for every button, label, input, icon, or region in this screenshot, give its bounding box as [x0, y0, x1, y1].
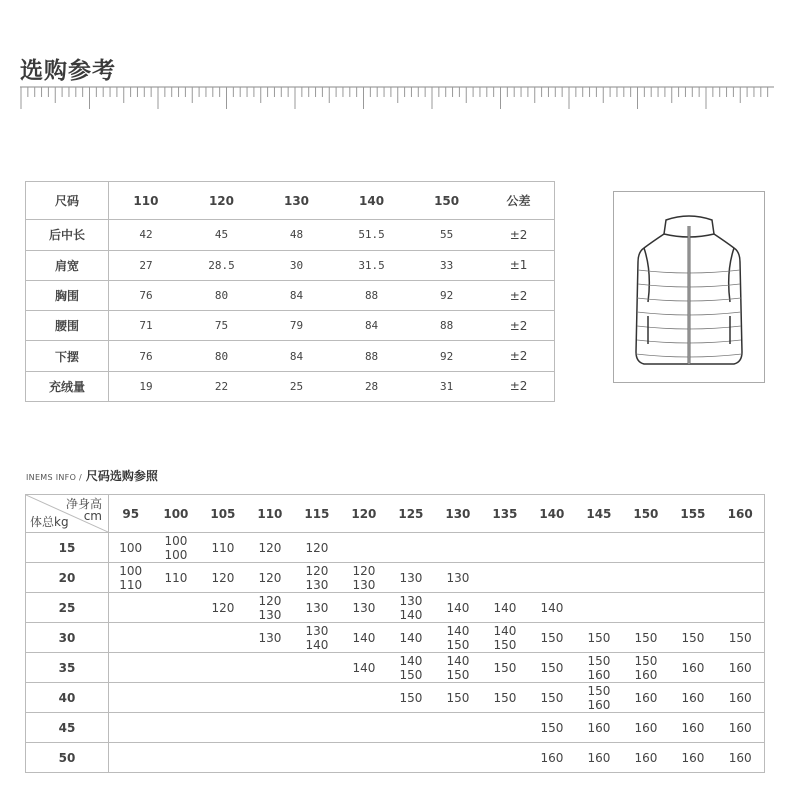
rec-cell — [575, 743, 622, 773]
rec-cell — [622, 533, 669, 563]
spec-cell: 88 — [333, 341, 410, 371]
rec-cell-size: 150 — [493, 690, 517, 705]
rec-cell — [387, 533, 434, 563]
rec-cell — [622, 713, 669, 743]
rec-cell-size: 140 — [493, 600, 517, 615]
rec-cell — [340, 653, 387, 683]
rec-cell — [481, 563, 528, 593]
rec-cell — [622, 683, 669, 713]
rec-row — [26, 593, 765, 623]
spec-row — [26, 341, 555, 371]
rec-cell — [481, 623, 528, 653]
rec-cell-size: 130 — [305, 577, 329, 592]
rec-weight-label: 20 — [26, 563, 109, 593]
rec-height-header: 150 — [622, 495, 669, 533]
rec-height-header: 105 — [199, 495, 246, 533]
rec-cell-size: 130 — [446, 570, 470, 585]
size-recommendation-table — [25, 494, 765, 773]
spec-cell: 92 — [410, 280, 483, 310]
rec-cell-size: 140 — [399, 653, 423, 668]
rec-cell-size: 160 — [587, 720, 611, 735]
rec-cell — [716, 533, 764, 563]
rec-cell-size: 160 — [728, 720, 752, 735]
rec-cell-size: 140 — [493, 623, 517, 638]
rec-row — [26, 713, 765, 743]
spec-tolerance: ±2 — [483, 371, 554, 401]
spec-header-cell: 公差 — [483, 182, 554, 220]
rec-cell-size: 120 — [352, 563, 376, 578]
rec-height-header: 160 — [716, 495, 764, 533]
rec-cell-size: 100 — [119, 540, 143, 555]
rec-cell-size: 130 — [352, 577, 376, 592]
spec-cell: 19 — [109, 371, 183, 401]
rec-cell — [293, 713, 340, 743]
rec-cell — [246, 563, 293, 593]
spec-cell: 42 — [109, 220, 183, 250]
rec-cell — [152, 683, 199, 713]
spec-cell: 25 — [260, 371, 333, 401]
rec-cell-size: 110 — [211, 540, 235, 555]
vest-illustration — [613, 191, 765, 383]
spec-header-cell: 120 — [183, 182, 260, 220]
vest-icon — [614, 192, 764, 382]
rec-corner-weight: 体总kg — [30, 515, 69, 529]
rec-cell-size: 160 — [728, 660, 752, 675]
rec-cell-size: 140 — [399, 630, 423, 645]
rec-cell — [716, 563, 764, 593]
spec-cell: 22 — [183, 371, 260, 401]
rec-cell — [575, 623, 622, 653]
rec-cell — [152, 743, 199, 773]
rec-cell — [293, 683, 340, 713]
rec-weight-label: 35 — [26, 653, 109, 683]
rec-cell-size: 160 — [634, 690, 658, 705]
rec-cell-size: 120 — [211, 570, 235, 585]
rec-cell — [669, 713, 716, 743]
rec-cell — [152, 623, 199, 653]
rec-cell-size: 150 — [587, 630, 611, 645]
rec-cell — [199, 683, 246, 713]
spec-row-label: 胸围 — [26, 280, 109, 310]
rec-row — [26, 653, 765, 683]
rec-cell — [481, 683, 528, 713]
rec-cell-size: 110 — [164, 570, 188, 585]
rec-cell-size: 160 — [587, 697, 611, 712]
rec-cell — [109, 563, 153, 593]
spec-header-cell: 140 — [333, 182, 410, 220]
rec-cell — [109, 593, 153, 623]
rec-cell — [246, 683, 293, 713]
rec-cell — [246, 713, 293, 743]
rec-cell — [528, 683, 575, 713]
rec-cell — [340, 683, 387, 713]
rec-cell — [109, 743, 153, 773]
rec-row — [26, 563, 765, 593]
rec-weight-label: 15 — [26, 533, 109, 563]
rec-corner-height — [66, 498, 102, 522]
rec-cell — [481, 533, 528, 563]
spec-row-label: 充绒量 — [26, 371, 109, 401]
rec-cell — [199, 593, 246, 623]
rec-height-header: 95 — [109, 495, 153, 533]
rec-cell — [622, 653, 669, 683]
rec-cell — [387, 623, 434, 653]
rec-cell — [340, 743, 387, 773]
rec-cell — [575, 593, 622, 623]
ruler-decoration — [20, 86, 774, 112]
spec-row-label: 腰围 — [26, 311, 109, 341]
rec-cell-size: 160 — [728, 690, 752, 705]
rec-cell-size: 140 — [540, 600, 564, 615]
rec-weight-label: 45 — [26, 713, 109, 743]
spec-cell: 92 — [410, 341, 483, 371]
rec-weight-label: 50 — [26, 743, 109, 773]
rec-cell — [434, 713, 481, 743]
rec-cell-size: 150 — [446, 690, 470, 705]
rec-cell-size: 160 — [681, 660, 705, 675]
rec-cell-size: 150 — [493, 637, 517, 652]
rec-cell-size: 140 — [305, 637, 329, 652]
rec-cell — [528, 743, 575, 773]
rec-cell-size: 120 — [305, 540, 329, 555]
rec-row — [26, 683, 765, 713]
rec-cell — [434, 623, 481, 653]
rec-row — [26, 743, 765, 773]
section-subtitle-small: INEMS INFO / — [26, 473, 83, 482]
rec-height-header: 125 — [387, 495, 434, 533]
rec-cell-size: 160 — [681, 690, 705, 705]
spec-cell: 71 — [109, 311, 183, 341]
rec-cell — [575, 563, 622, 593]
rec-cell-size: 150 — [446, 637, 470, 652]
rec-cell-size: 130 — [258, 607, 282, 622]
rec-cell-size: 120 — [258, 570, 282, 585]
rec-cell-size: 130 — [399, 570, 423, 585]
rec-cell — [152, 563, 199, 593]
spec-cell: 31 — [410, 371, 483, 401]
rec-cell-size: 120 — [211, 600, 235, 615]
rec-cell — [669, 593, 716, 623]
rec-height-header: 110 — [246, 495, 293, 533]
rec-cell — [246, 623, 293, 653]
spec-cell: 31.5 — [333, 250, 410, 280]
spec-row — [26, 311, 555, 341]
rec-cell — [716, 683, 764, 713]
rec-height-header: 130 — [434, 495, 481, 533]
spec-row-label: 下摆 — [26, 341, 109, 371]
rec-height-header: 135 — [481, 495, 528, 533]
rec-cell-size: 140 — [446, 623, 470, 638]
rec-height-header: 140 — [528, 495, 575, 533]
rec-cell-size: 100 — [119, 563, 143, 578]
rec-cell — [293, 623, 340, 653]
rec-cell-size: 160 — [681, 720, 705, 735]
spec-tolerance: ±2 — [483, 311, 554, 341]
rec-cell-size: 150 — [634, 630, 658, 645]
spec-tolerance: ±2 — [483, 341, 554, 371]
rec-cell — [246, 653, 293, 683]
rec-cell — [152, 653, 199, 683]
spec-tolerance: ±1 — [483, 250, 554, 280]
rec-cell — [528, 653, 575, 683]
spec-cell: 80 — [183, 341, 260, 371]
rec-cell-size: 150 — [587, 653, 611, 668]
rec-row — [26, 533, 765, 563]
rec-cell-size: 160 — [540, 750, 564, 765]
section-subtitle — [26, 467, 158, 484]
rec-cell — [622, 743, 669, 773]
spec-row — [26, 280, 555, 310]
rec-cell — [293, 593, 340, 623]
spec-cell: 51.5 — [333, 220, 410, 250]
rec-cell — [199, 713, 246, 743]
rec-cell — [481, 653, 528, 683]
rec-cell-size: 140 — [446, 653, 470, 668]
spec-cell: 76 — [109, 280, 183, 310]
rec-weight-label: 40 — [26, 683, 109, 713]
rec-cell — [246, 743, 293, 773]
spec-row-label: 后中长 — [26, 220, 109, 250]
spec-corner-label: 尺码 — [26, 182, 109, 220]
rec-corner-height-label: 净身高 — [65, 497, 102, 511]
spec-tolerance: ±2 — [483, 280, 554, 310]
spec-cell: 84 — [333, 311, 410, 341]
rec-cell — [575, 653, 622, 683]
rec-cell-size: 110 — [119, 577, 143, 592]
rec-cell — [669, 683, 716, 713]
rec-cell — [387, 653, 434, 683]
rec-cell — [152, 533, 199, 563]
spec-row — [26, 371, 555, 401]
page-title: 选购参考 — [20, 58, 116, 84]
rec-cell-size: 150 — [399, 690, 423, 705]
spec-cell: 28 — [333, 371, 410, 401]
rec-cell — [199, 653, 246, 683]
rec-cell-size: 160 — [587, 750, 611, 765]
rec-cell-size: 120 — [305, 563, 329, 578]
rec-cell-size: 150 — [399, 667, 423, 682]
rec-cell — [109, 653, 153, 683]
rec-cell-size: 100 — [164, 533, 188, 548]
rec-cell — [340, 593, 387, 623]
rec-cell — [669, 533, 716, 563]
spec-tolerance: ±2 — [483, 220, 554, 250]
rec-cell — [434, 593, 481, 623]
spec-row — [26, 250, 555, 280]
spec-cell: 33 — [410, 250, 483, 280]
rec-cell — [434, 653, 481, 683]
rec-cell — [716, 653, 764, 683]
rec-cell-size: 150 — [540, 630, 564, 645]
rec-cell — [434, 533, 481, 563]
rec-cell — [716, 593, 764, 623]
size-spec-table — [25, 181, 555, 402]
rec-cell-size: 150 — [540, 720, 564, 735]
rec-cell-size: 130 — [305, 623, 329, 638]
rec-cell-size: 150 — [540, 660, 564, 675]
rec-cell — [293, 533, 340, 563]
rec-cell-size: 160 — [728, 750, 752, 765]
rec-cell-size: 120 — [258, 593, 282, 608]
rec-cell — [669, 653, 716, 683]
rec-cell — [293, 743, 340, 773]
rec-cell — [622, 563, 669, 593]
rec-cell-size: 140 — [352, 630, 376, 645]
rec-cell — [528, 593, 575, 623]
rec-cell — [716, 743, 764, 773]
rec-cell — [481, 713, 528, 743]
rec-cell — [293, 653, 340, 683]
rec-cell — [434, 743, 481, 773]
rec-height-header: 120 — [340, 495, 387, 533]
rec-cell — [293, 563, 340, 593]
rec-cell — [434, 563, 481, 593]
rec-cell — [669, 743, 716, 773]
rec-cell-size: 140 — [352, 660, 376, 675]
spec-cell: 45 — [183, 220, 260, 250]
spec-cell: 84 — [260, 341, 333, 371]
rec-cell — [109, 683, 153, 713]
rec-cell — [199, 533, 246, 563]
rec-cell — [340, 563, 387, 593]
spec-cell: 84 — [260, 280, 333, 310]
rec-cell-size: 160 — [587, 667, 611, 682]
rec-cell — [528, 563, 575, 593]
rec-cell-size: 150 — [587, 683, 611, 698]
spec-header-cell: 110 — [109, 182, 183, 220]
rec-cell — [152, 593, 199, 623]
rec-cell — [387, 593, 434, 623]
spec-cell: 80 — [183, 280, 260, 310]
rec-cell — [575, 683, 622, 713]
spec-row-label: 肩宽 — [26, 250, 109, 280]
rec-cell — [387, 713, 434, 743]
rec-cell — [716, 623, 764, 653]
rec-cell — [481, 743, 528, 773]
rec-cell — [528, 623, 575, 653]
rec-cell-size: 160 — [634, 667, 658, 682]
rec-cell-size: 160 — [634, 750, 658, 765]
rec-cell — [669, 623, 716, 653]
rec-cell — [528, 713, 575, 743]
rec-cell-size: 140 — [446, 600, 470, 615]
rec-cell — [387, 563, 434, 593]
spec-cell: 48 — [260, 220, 333, 250]
rec-cell — [199, 623, 246, 653]
rec-cell-size: 150 — [446, 667, 470, 682]
rec-cell — [340, 533, 387, 563]
spec-header-row — [26, 182, 555, 220]
rec-row — [26, 623, 765, 653]
rec-cell-size: 160 — [634, 720, 658, 735]
rec-cell — [481, 593, 528, 623]
rec-height-header: 155 — [669, 495, 716, 533]
rec-cell — [528, 533, 575, 563]
rec-cell — [622, 623, 669, 653]
rec-header-row — [26, 495, 765, 533]
rec-cell — [387, 683, 434, 713]
spec-header-cell: 130 — [260, 182, 333, 220]
rec-cell — [109, 533, 153, 563]
spec-cell: 76 — [109, 341, 183, 371]
rec-cell — [575, 533, 622, 563]
section-subtitle-title: 尺码选购参照 — [85, 469, 158, 483]
rec-weight-label: 30 — [26, 623, 109, 653]
spec-cell: 79 — [260, 311, 333, 341]
rec-cell — [622, 593, 669, 623]
spec-cell: 75 — [183, 311, 260, 341]
rec-cell — [246, 593, 293, 623]
rec-cell-size: 130 — [258, 630, 282, 645]
spec-cell: 30 — [260, 250, 333, 280]
rec-cell-size: 150 — [493, 660, 517, 675]
rec-cell — [152, 713, 199, 743]
rec-cell-size: 150 — [728, 630, 752, 645]
spec-cell: 88 — [333, 280, 410, 310]
rec-cell — [199, 563, 246, 593]
spec-cell: 88 — [410, 311, 483, 341]
rec-height-header: 145 — [575, 495, 622, 533]
rec-cell-size: 130 — [352, 600, 376, 615]
rec-cell — [246, 533, 293, 563]
rec-cell-size: 160 — [681, 750, 705, 765]
rec-cell — [340, 713, 387, 743]
rec-corner-cell — [26, 495, 109, 533]
rec-cell — [716, 713, 764, 743]
rec-height-header: 115 — [293, 495, 340, 533]
rec-cell-size: 130 — [399, 593, 423, 608]
rec-cell-size: 140 — [399, 607, 423, 622]
rec-cell-size: 130 — [305, 600, 329, 615]
rec-cell-size: 100 — [164, 547, 188, 562]
rec-cell — [387, 743, 434, 773]
rec-cell — [340, 623, 387, 653]
spec-cell: 27 — [109, 250, 183, 280]
rec-cell-size: 120 — [258, 540, 282, 555]
spec-cell: 55 — [410, 220, 483, 250]
rec-height-header: 100 — [152, 495, 199, 533]
rec-cell-size: 150 — [681, 630, 705, 645]
rec-corner-height-unit: cm — [83, 509, 102, 523]
rec-cell-size: 150 — [540, 690, 564, 705]
spec-cell: 28.5 — [183, 250, 260, 280]
rec-weight-label: 25 — [26, 593, 109, 623]
rec-cell — [109, 713, 153, 743]
rec-cell — [434, 683, 481, 713]
rec-cell-size: 150 — [634, 653, 658, 668]
spec-header-cell: 150 — [410, 182, 483, 220]
rec-cell — [109, 623, 153, 653]
rec-cell — [575, 713, 622, 743]
rec-cell — [669, 563, 716, 593]
rec-cell — [199, 743, 246, 773]
spec-row — [26, 220, 555, 250]
